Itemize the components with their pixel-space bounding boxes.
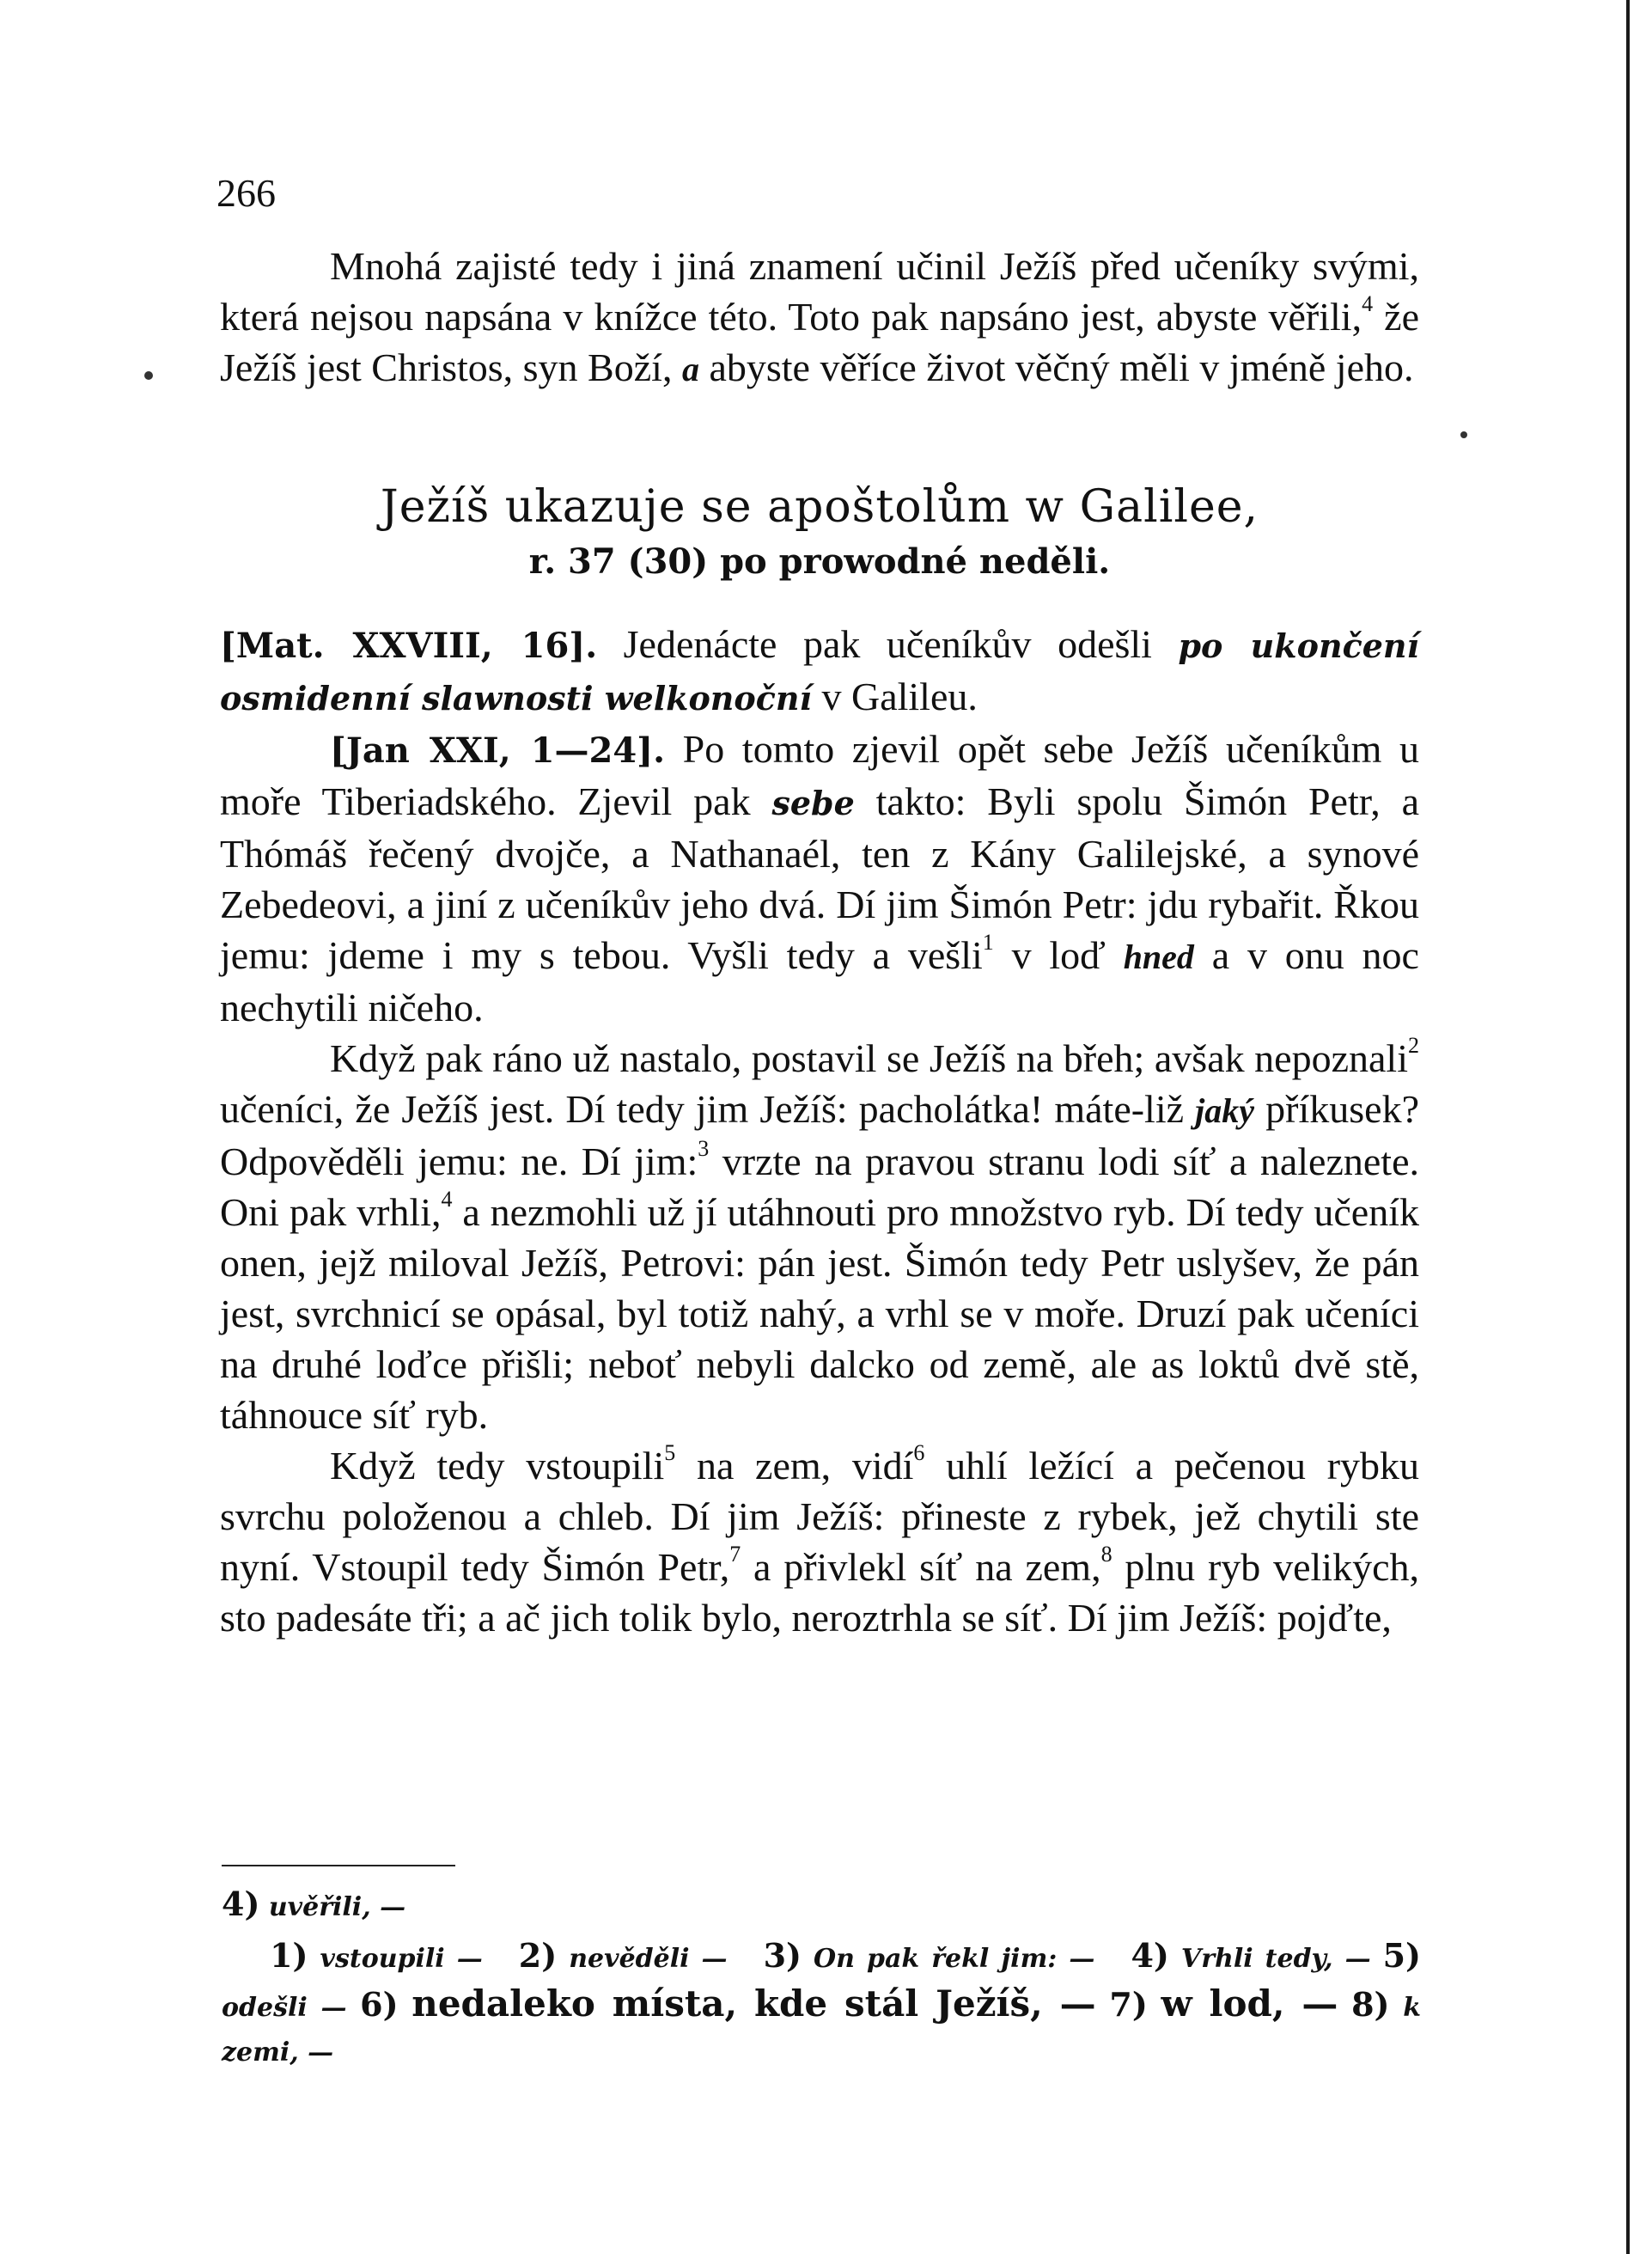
paragraph bbox=[220, 724, 1419, 1033]
footnote-separator bbox=[222, 1865, 455, 1866]
footnote-text: nevěděli — bbox=[569, 1944, 728, 1974]
footnote-number: 4) bbox=[222, 1884, 260, 1923]
footnote-text: On pak řekl jim: — bbox=[814, 1944, 1095, 1974]
text-run: učeníci, že Ježíš jest. Dí tedy jim Ježíš: pacholátka! máte-liž bbox=[220, 1087, 1196, 1131]
text-run: abyste věříce život věčný měli v jméně jeho. bbox=[698, 345, 1414, 389]
italic-word: jaký bbox=[1195, 1091, 1255, 1130]
section-heading: Ježíš ukazuje se apoštolům w Galilee, bbox=[380, 481, 1259, 533]
footnote-ref: 1 bbox=[982, 930, 994, 955]
gothic-phrase: po ukončení osmidenní slawnosti welkonoční bbox=[220, 626, 1419, 718]
footnote-ref: 3 bbox=[698, 1136, 710, 1161]
text-run: Když pak ráno už nastalo, postavil se Ježíš na břeh; avšak nepoznali bbox=[330, 1036, 1408, 1080]
footnote-number: 2) bbox=[518, 1936, 558, 1975]
footnote-text: vstoupili — bbox=[320, 1944, 483, 1974]
text-run: Po tomto zjevil opět sebe Ježíš učeníkům u moře Tiberiadského. Zjevil pak bbox=[220, 727, 1420, 823]
scripture-reference: [Jan XXI, 1—24]. bbox=[330, 730, 666, 771]
footnote-ref: 5 bbox=[664, 1440, 676, 1465]
footnote-ref: 2 bbox=[1408, 1033, 1419, 1058]
text-run: vrzte na pravou stranu lodi síť a naleznete. Oni pak vrhli, bbox=[220, 1139, 1419, 1234]
footnote-text: k zemi, — bbox=[222, 1993, 1421, 2068]
scan-speck bbox=[1460, 431, 1467, 438]
footnote-text: odešli — bbox=[222, 1993, 347, 2023]
footnote-ref: 6 bbox=[913, 1440, 925, 1465]
text-run: a v onu noc nechytili ničeho. bbox=[220, 933, 1419, 1029]
footnote-number: 7) bbox=[1109, 1985, 1148, 2024]
scripture-reference: [Mat. XXVIII, 16]. bbox=[220, 626, 598, 666]
page-edge-shadow bbox=[1626, 0, 1630, 2254]
text-run: takto: Byli spolu Šimón Petr, a Thómáš řečený dvojče, a Nathanaél, ten z Kány Galilejské, a synové Zebedeovi, a jiní z učeníkův jeho dvá. Dí jim Šimón Petr: jdu rybařit. Řkou jemu: jdeme i my s tebou. Vyšli tedy a vešli bbox=[220, 779, 1419, 977]
footnote-number: 6) bbox=[360, 1985, 399, 2024]
text-run: uhlí ležící a pečenou rybku svrchu položenou a chleb. Dí jim Ježíš: přineste z rybek, jež chytili ste nyní. Vstoupil tedy Šimón Petr, bbox=[220, 1444, 1420, 1589]
paragraph bbox=[220, 619, 1419, 724]
footnote bbox=[222, 1882, 1421, 1930]
footnote-ref: 4 bbox=[441, 1187, 453, 1212]
footnote-ref: 4 bbox=[1362, 291, 1374, 316]
text-run: v Galileu. bbox=[811, 675, 978, 718]
paragraph bbox=[220, 1033, 1419, 1440]
scan-speck bbox=[144, 371, 153, 380]
text-run: a přivlekl síť na zem, bbox=[741, 1545, 1101, 1589]
text-run: a nezmohli už jí utáhnouti pro množstvo ryb. Dí tedy učeník onen, jejž miloval Ježíš, Petrovi: pán jest. Šimón tedy Petr uslyšev, že pán jest, svrchnicí se opásal, byl totiž nahý, a vrhl se v moře. Druzí pak učeníci na druhé loďce přišli; neboť nebyli dalcko od země, ale as loktů dvě stě, táhnouce síť ryb. bbox=[220, 1190, 1420, 1437]
gothic-word: sebe bbox=[771, 784, 855, 822]
paragraph bbox=[220, 241, 1419, 394]
footnote-text: Vrhli tedy, — bbox=[1180, 1944, 1371, 1974]
text-run: na zem, vidí bbox=[675, 1444, 914, 1487]
section-subheading: r. 37 (30) po prowodné neděli. bbox=[528, 541, 1111, 582]
footnote-number: 8) bbox=[1351, 1985, 1390, 2024]
footnote-text: uvěřili, — bbox=[268, 1892, 406, 1922]
footnote-number: 4) bbox=[1131, 1936, 1169, 1975]
paragraph bbox=[220, 1440, 1419, 1643]
text-run: že Ježíš jest Christos, syn Boží, bbox=[220, 295, 1419, 389]
text-run: Jedenácte pak učeníkův odešli bbox=[597, 622, 1179, 666]
footnote-block bbox=[222, 1933, 1421, 2075]
footnote-ref: 7 bbox=[729, 1542, 741, 1567]
italic-word: hned bbox=[1123, 938, 1194, 976]
footnote-number: 1) bbox=[270, 1936, 308, 1975]
text-run: plnu ryb velikých, sto padesáte tři; a ač jich tolik bylo, neroztrhla se síť. Dí jim Ježíš: pojďte, bbox=[220, 1545, 1419, 1640]
text-run: Mnohá zajisté tedy i jiná znamení učinil Ježíš před učeníky svými, která nejsou napsána v knížce této. Toto pak napsáno jest, abyste věřili, bbox=[220, 244, 1419, 339]
text-run: příkusek? Odpověděli jemu: ne. Dí jim: bbox=[220, 1087, 1419, 1183]
italic-word: a bbox=[681, 350, 699, 388]
footnote-text: w lod, — bbox=[1161, 1982, 1338, 2025]
footnote-ref: 8 bbox=[1100, 1542, 1113, 1567]
body-column bbox=[220, 619, 1419, 1643]
text-run: Když tedy vstoupili bbox=[330, 1444, 665, 1487]
text-run: v loď bbox=[993, 933, 1124, 977]
footnote-text: nedaleko místa, kde stál Ježíš, — bbox=[411, 1982, 1096, 2025]
footnote-number: 3) bbox=[763, 1936, 802, 1975]
footnote-number: 5) bbox=[1382, 1936, 1422, 1975]
page-number: 266 bbox=[216, 171, 276, 215]
